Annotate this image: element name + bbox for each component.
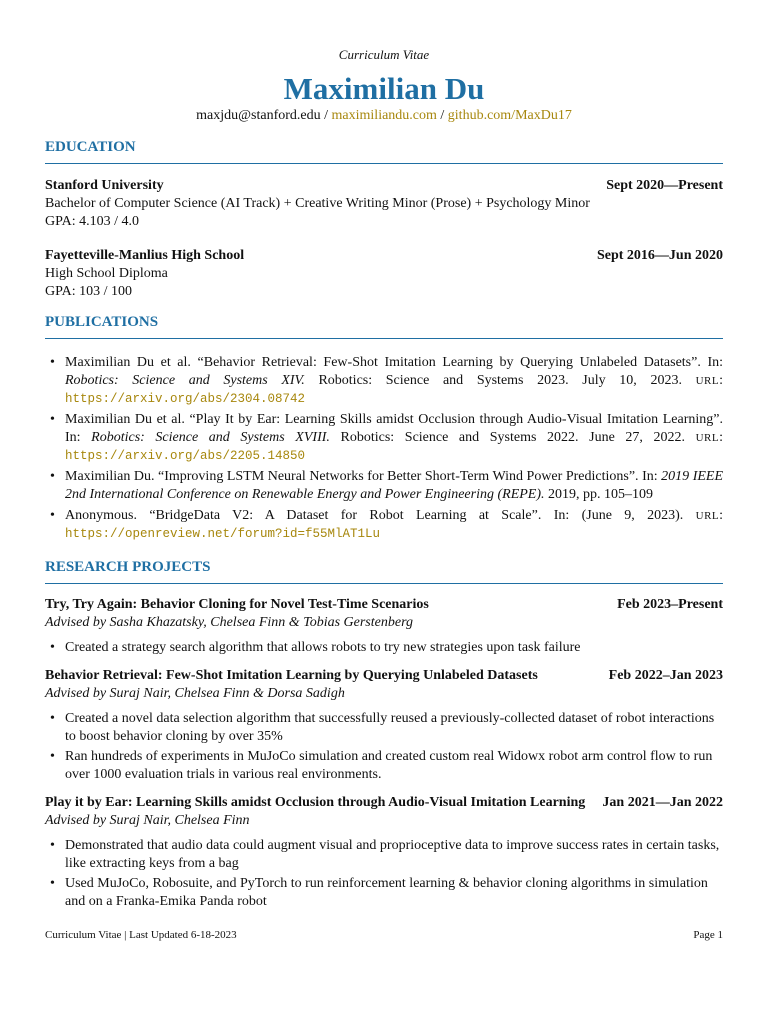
pub-authors: Anonymous. — [65, 508, 137, 523]
degree-text: High School Diploma — [45, 266, 168, 281]
url-label: URL — [695, 375, 720, 387]
publication-item: • Anonymous. “BridgeData V2: A Dataset for Robot Learning at Scale”. In: (June 9, 2023). URL: https://openreview.net/forum?id=f55MlAT1Lu — [45, 507, 723, 543]
education-entry — [45, 177, 723, 231]
education-dates: Sept 2016—Jun 2020 — [596, 248, 723, 263]
page-number: Page 1 — [693, 929, 723, 941]
list-item: • Created a novel data selection algorithm that successfully reused a previously-collected dataset of robot interactions to boost behavior cloning by over 35% — [45, 710, 723, 746]
pub-authors: Maximilian Du et al. — [65, 412, 185, 427]
project-bullets — [45, 639, 723, 657]
list-item: • Created a strategy search algorithm that allows robots to try new strategies upon task failure — [45, 639, 723, 657]
education-entry-header — [45, 177, 723, 195]
project-advisors: Advised by Suraj Nair, Chelsea Finn & Dorsa Sadigh — [45, 686, 345, 701]
section-heading-education: EDUCATION — [45, 137, 723, 164]
pub-url-link[interactable]: https://arxiv.org/abs/2205.14850 — [65, 449, 306, 463]
education-section — [45, 137, 723, 301]
project-bullets — [45, 710, 723, 784]
pub-in: In: — [65, 430, 81, 445]
email-text: maxjdu@stanford.edu — [196, 108, 321, 123]
url-label: URL — [695, 432, 720, 444]
list-item: • Ran hundreds of experiments in MuJoCo simulation and created custom real Widowx robot arm control flow to run over 1000 evaluation trials in various real environments. — [45, 748, 723, 784]
education-entry — [45, 247, 723, 301]
project-bullets — [45, 837, 723, 911]
project-name: Behavior Retrieval: Few-Shot Imitation Learning by Querying Unlabeled Datasets — [45, 668, 538, 683]
project-name: Play it by Ear: Learning Skills amidst Occlusion through Audio-Visual Imitation Learning — [45, 795, 586, 810]
pub-in: In: — [642, 469, 658, 484]
publication-item: • Maximilian Du et al. “Behavior Retrieval: Few-Shot Imitation Learning by Querying Unlabeled Datasets”. In: Robotics: Science and Systems XIV. Robotics: Science and Systems 2023. July 10, 2023. URL: https://arxiv.org/abs/2304.08742 — [45, 354, 723, 408]
pub-in: In: — [707, 355, 723, 370]
pub-in: In: — [553, 508, 570, 523]
list-item: • Used MuJoCo, Robosuite, and PyTorch to run reinforcement learning & behavior cloning algorithms in simulation and on a Franka-Emika Panda robot — [45, 875, 723, 911]
project-header — [45, 667, 723, 685]
publication-item — [45, 468, 723, 504]
project-advisors: Advised by Suraj Nair, Chelsea Finn — [45, 813, 250, 828]
page-footer — [45, 928, 723, 942]
list-item: • Demonstrated that audio data could augment visual and proprioceptive data to improve success rates in certain tasks, like extracting keys from a bag — [45, 837, 723, 873]
school-name: Fayetteville-Manlius High School — [45, 248, 245, 263]
gpa-text: GPA: 4.103 / 4.0 — [45, 214, 140, 229]
pub-title: “BridgeData V2: A Dataset for Robot Learning at Scale”. — [149, 508, 542, 523]
project-dates: Jan 2021—Jan 2022 — [602, 795, 723, 810]
project-dates: Feb 2022–Jan 2023 — [608, 668, 723, 683]
project-entry — [45, 794, 723, 911]
research-section — [45, 557, 723, 921]
contact-separator: / — [440, 108, 445, 123]
pub-details: (June 9, 2023). — [581, 508, 684, 523]
pub-venue: Robotics: Science and Systems XIV. — [65, 373, 305, 388]
pub-details: Robotics: Science and Systems 2023. July 10, 2023. — [318, 373, 682, 388]
pub-venue: 2019 IEEE 2nd International Conference on Renewable Energy and Power Engineering (REPE). — [65, 469, 724, 502]
school-name: Stanford University — [45, 178, 164, 193]
github-link[interactable]: github.com/MaxDu17 — [447, 108, 572, 123]
footer-text: Curriculum Vitae | Last Updated 6-18-2023 — [45, 929, 237, 941]
project-name: Try, Try Again: Behavior Cloning for Novel Test-Time Scenarios — [45, 597, 429, 612]
degree-text: Bachelor of Computer Science (AI Track) + Creative Writing Minor (Prose) + Psychology Minor — [45, 196, 590, 211]
pub-venue: Robotics: Science and Systems XVIII. — [91, 430, 330, 445]
pub-details: 2019, pp. 105–109 — [548, 487, 654, 502]
gpa-text: GPA: 103 / 100 — [45, 284, 133, 299]
pub-url-link[interactable]: https://openreview.net/forum?id=f55MlAT1Lu — [65, 527, 381, 541]
project-dates: Feb 2023–Present — [617, 597, 723, 612]
pub-url-link[interactable]: https://arxiv.org/abs/2304.08742 — [65, 392, 306, 406]
education-dates: Sept 2020—Present — [606, 178, 723, 193]
publications-section — [45, 312, 723, 546]
website-link[interactable]: maximiliandu.com — [331, 108, 437, 123]
pub-details: Robotics: Science and Systems 2022. June 27, 2022. — [340, 430, 685, 445]
pub-title: “Improving LSTM Neural Networks for Better Short-Term Wind Power Predictions”. — [158, 469, 639, 484]
project-header — [45, 596, 723, 614]
section-heading-publications: PUBLICATIONS — [45, 312, 723, 339]
publication-list — [45, 354, 723, 543]
pub-title: “Play It by Ear: Learning Skills amidst Occlusion through Audio-Visual Imitation Learning”. — [189, 412, 723, 427]
url-label: URL — [695, 510, 720, 522]
pub-authors: Maximilian Du et al. — [65, 355, 191, 370]
contact-separator: / — [324, 108, 329, 123]
document-label: Curriculum Vitae — [338, 47, 430, 62]
contact-line — [45, 107, 723, 125]
publication-item: • Maximilian Du et al. “Play It by Ear: Learning Skills amidst Occlusion through Audio-Visual Imitation Learning”. In: Robotics: Science and Systems XVIII. Robotics: Science and Systems 2022. June 27, 2022. URL: https://arxiv.org/abs/2205.14850 — [45, 411, 723, 465]
project-header — [45, 794, 723, 812]
education-entry-header — [45, 247, 723, 265]
page-title: Maximilian Du — [283, 71, 485, 106]
project-entry — [45, 596, 723, 657]
project-advisors: Advised by Sasha Khazatsky, Chelsea Finn & Tobias Gerstenberg — [45, 615, 413, 630]
pub-title: “Behavior Retrieval: Few-Shot Imitation Learning by Querying Unlabeled Datasets”. — [197, 355, 701, 370]
pub-authors: Maximilian Du. — [65, 469, 155, 484]
section-heading-research: RESEARCH PROJECTS — [45, 557, 723, 584]
project-entry — [45, 667, 723, 784]
